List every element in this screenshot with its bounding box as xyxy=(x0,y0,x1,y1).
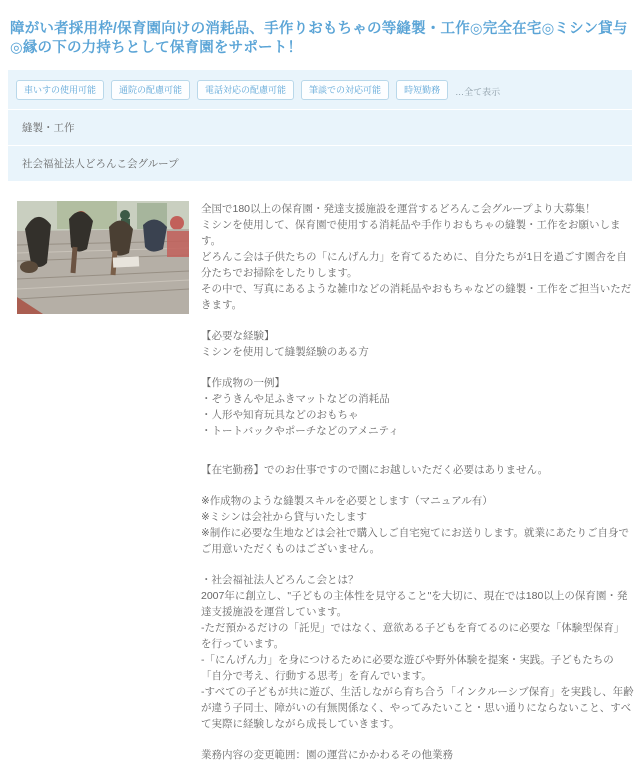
work-example-item: ・人形や知育玩具などのおもちゃ xyxy=(201,408,359,421)
work-example-item: ・トートバックやポーチなどのアメニティ xyxy=(201,424,399,437)
about-company-line: -ただ預かるだけの「託児」ではなく、意欲ある子どもを育てるのに必要な「体験型保育」を行っています。 xyxy=(201,621,625,650)
about-company-line: -「にんげん力」を身につけるために必要な遊びや野外体験を提案・実践。子どもたちの「自分で考え、行動する思考」を育んでいます。 xyxy=(201,653,614,682)
tag-button-hospital-visits[interactable]: 通院の配慮可能 xyxy=(111,80,190,100)
required-experience-heading: 【必要な経験】 xyxy=(201,329,275,342)
about-company-line: -すべての子どもが共に遊び、生活しながら育ち合う「インクルーシブ保育」を実践し、年齢が違う子同士、障がいの有無関係なく、やってみたいこと・思い通りにならないこと、すべて実際に経験しながら成長していきます。 xyxy=(201,685,634,730)
remote-work-block xyxy=(201,462,634,478)
company-row xyxy=(8,145,632,181)
tag-button-short-hours[interactable]: 時短勤務 xyxy=(396,80,448,100)
job-description-text xyxy=(201,201,634,763)
about-company-block xyxy=(201,572,634,732)
intro-paragraph xyxy=(201,201,634,313)
job-photo xyxy=(17,201,189,314)
work-examples-block xyxy=(201,375,634,439)
note-item: ※ミシンは会社から貸与いたします xyxy=(201,510,368,523)
note-item: ※制作に必要な生地などは会社で購入しご自宅宛てにお送りします。就業にあたりご自身でご用意いただくものはございません。 xyxy=(201,526,629,555)
company-name-label: 社会福祉法人どろんこ会グループ xyxy=(22,157,179,170)
show-all-tags-link[interactable]: …全て表示 xyxy=(455,86,501,97)
tag-button-written-communication[interactable]: 筆談での対応可能 xyxy=(301,80,389,100)
intro-line: 全国で180以上の保育園・発達支援施設を運営するどろんこ会グループより大募集！ xyxy=(201,202,596,215)
intro-line: どろんこ会は子供たちの「にんげん力」を育てるために、自分たちが1日を過ごす園舎を自分たちでお掃除をしたりします。 xyxy=(201,250,627,279)
about-company-line: 2007年に創立し、"子どもの主体性を見守ること"を大切に、現在では180以上の保育園・発達支援施設を運営しています。 xyxy=(201,589,628,618)
tag-button-phone-support[interactable]: 電話対応の配慮可能 xyxy=(197,80,294,100)
job-description-section xyxy=(0,181,640,763)
job-category-label: 縫製・工作 xyxy=(22,121,75,134)
remote-work-text: 【在宅勤務】でのお仕事ですので園にお越しいただく必要はありません。 xyxy=(201,463,549,476)
work-example-item: ・ぞうきんや足ふきマットなどの消耗品 xyxy=(201,392,390,405)
job-category-row xyxy=(8,109,632,145)
scope-of-duties-block xyxy=(201,747,634,763)
children-floor-photo-illustration xyxy=(17,201,189,314)
intro-line: ミシンを使用して、保育園で使用する消耗品や手作りおもちゃの縫製・工作をお願いします。 xyxy=(201,218,621,247)
required-experience-text: ミシンを使用して縫製経験のある方 xyxy=(201,345,369,358)
tag-button-wheelchair[interactable]: 車いすの使用可能 xyxy=(16,80,104,100)
about-company-heading: ・社会福祉法人どろんこ会とは？ xyxy=(201,573,359,586)
job-meta-panel xyxy=(8,70,632,181)
required-experience-block xyxy=(201,328,634,360)
scope-of-duties-text: 業務内容の変更範囲：園の運営にかかわるその他業務 xyxy=(201,748,453,761)
work-examples-heading: 【作成物の一例】 xyxy=(201,376,285,389)
page-title: 障がい者採用枠/保育園向けの消耗品、手作りおもちゃの等縫製・工作◎完全在宅◎ミシン貸与◎縁の下の力持ちとして保育園をサポート！ xyxy=(10,20,628,56)
notes-block xyxy=(201,493,634,557)
note-item: ※作成物のような縫製スキルを必要とします（マニュアル有） xyxy=(201,494,493,507)
accommodation-tags-row xyxy=(8,70,632,109)
job-detail-page xyxy=(0,10,640,761)
intro-line: その中で、写真にあるような雑巾などの消耗品やおもちゃなどの縫製・工作をご担当いただきます。 xyxy=(201,282,632,311)
